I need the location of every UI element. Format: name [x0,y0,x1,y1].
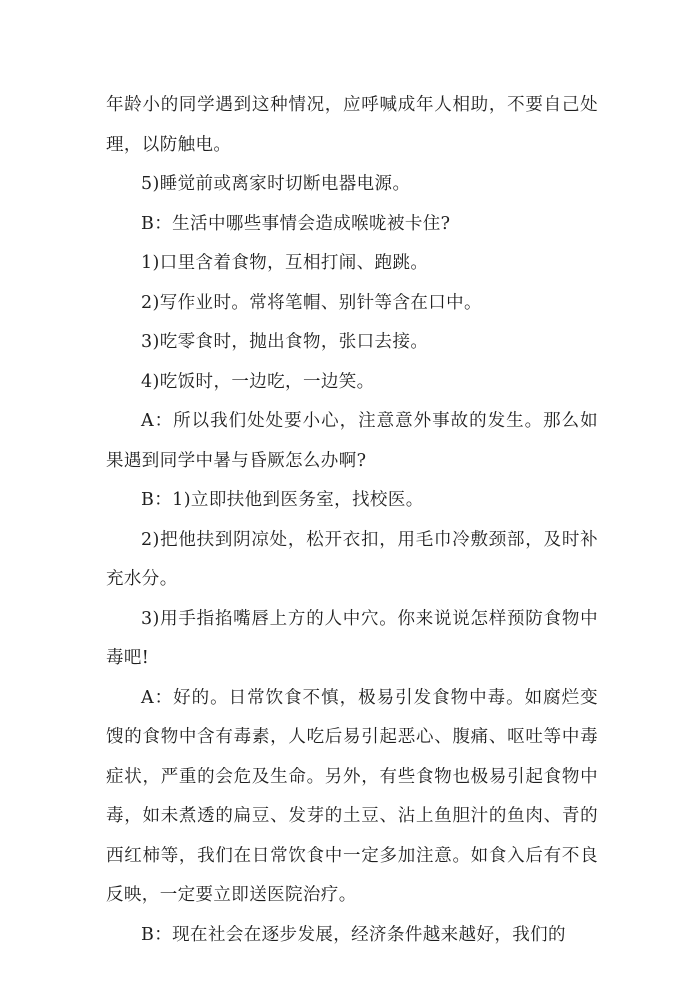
paragraph-3: B：生活中哪些事情会造成喉咙被卡住? [141,213,451,234]
paragraph-5: 2)写作业时。常将笔帽、别针等含在口中。 [141,292,482,313]
paragraph-6: 3)吃零食时，抛出食物，张口去接。 [141,332,429,352]
paragraph-7: 4)吃饭时，一边吃，一边笑。 [141,371,375,392]
paragraph-4: 1)口里含着食物，互相打闹、跑跳。 [141,253,429,273]
paragraph-8: A：所以我们处处要小心，注意意外事故的发生。那么如果遇到同学中暑与昏厥怎么办啊? [106,411,598,471]
paragraph-13: B：现在社会在逐步发展，经济条件越来越好，我们的 [141,924,566,945]
paragraph-12: A：好的。日常饮食不慎，极易引发食物中毒。如腐烂变馊的食物中含有毒素，人吃后易引起恶心、腹痛、呕吐等中毒症状，严重的会危及生命。另外，有些食物也极易引起食物中毒，如未煮透的扁豆、发芽的土豆、沾上鱼胆汁的鱼肉、青的西红柿等，我们在日常饮食中一定多加注意。如食入后有不良反映，一定要立即送医院治疗。 [106,687,598,905]
paragraph-10: 2)把他扶到阴凉处，松开衣扣，用毛巾冷敷颈部，及时补充水分。 [106,529,598,589]
paragraph-11: 3)用手指掐嘴唇上方的人中穴。你来说说怎样预防食物中毒吧! [106,608,598,668]
paragraph-9: B：1)立即扶他到医务室，找校医。 [141,490,424,510]
paragraph-1: 年龄小的同学遇到这种情况，应呼喊成年人相助，不要自己处理，以防触电。 [106,95,598,155]
document-page [106,86,598,955]
paragraph-2: 5)睡觉前或离家时切断电器电源。 [141,174,411,194]
